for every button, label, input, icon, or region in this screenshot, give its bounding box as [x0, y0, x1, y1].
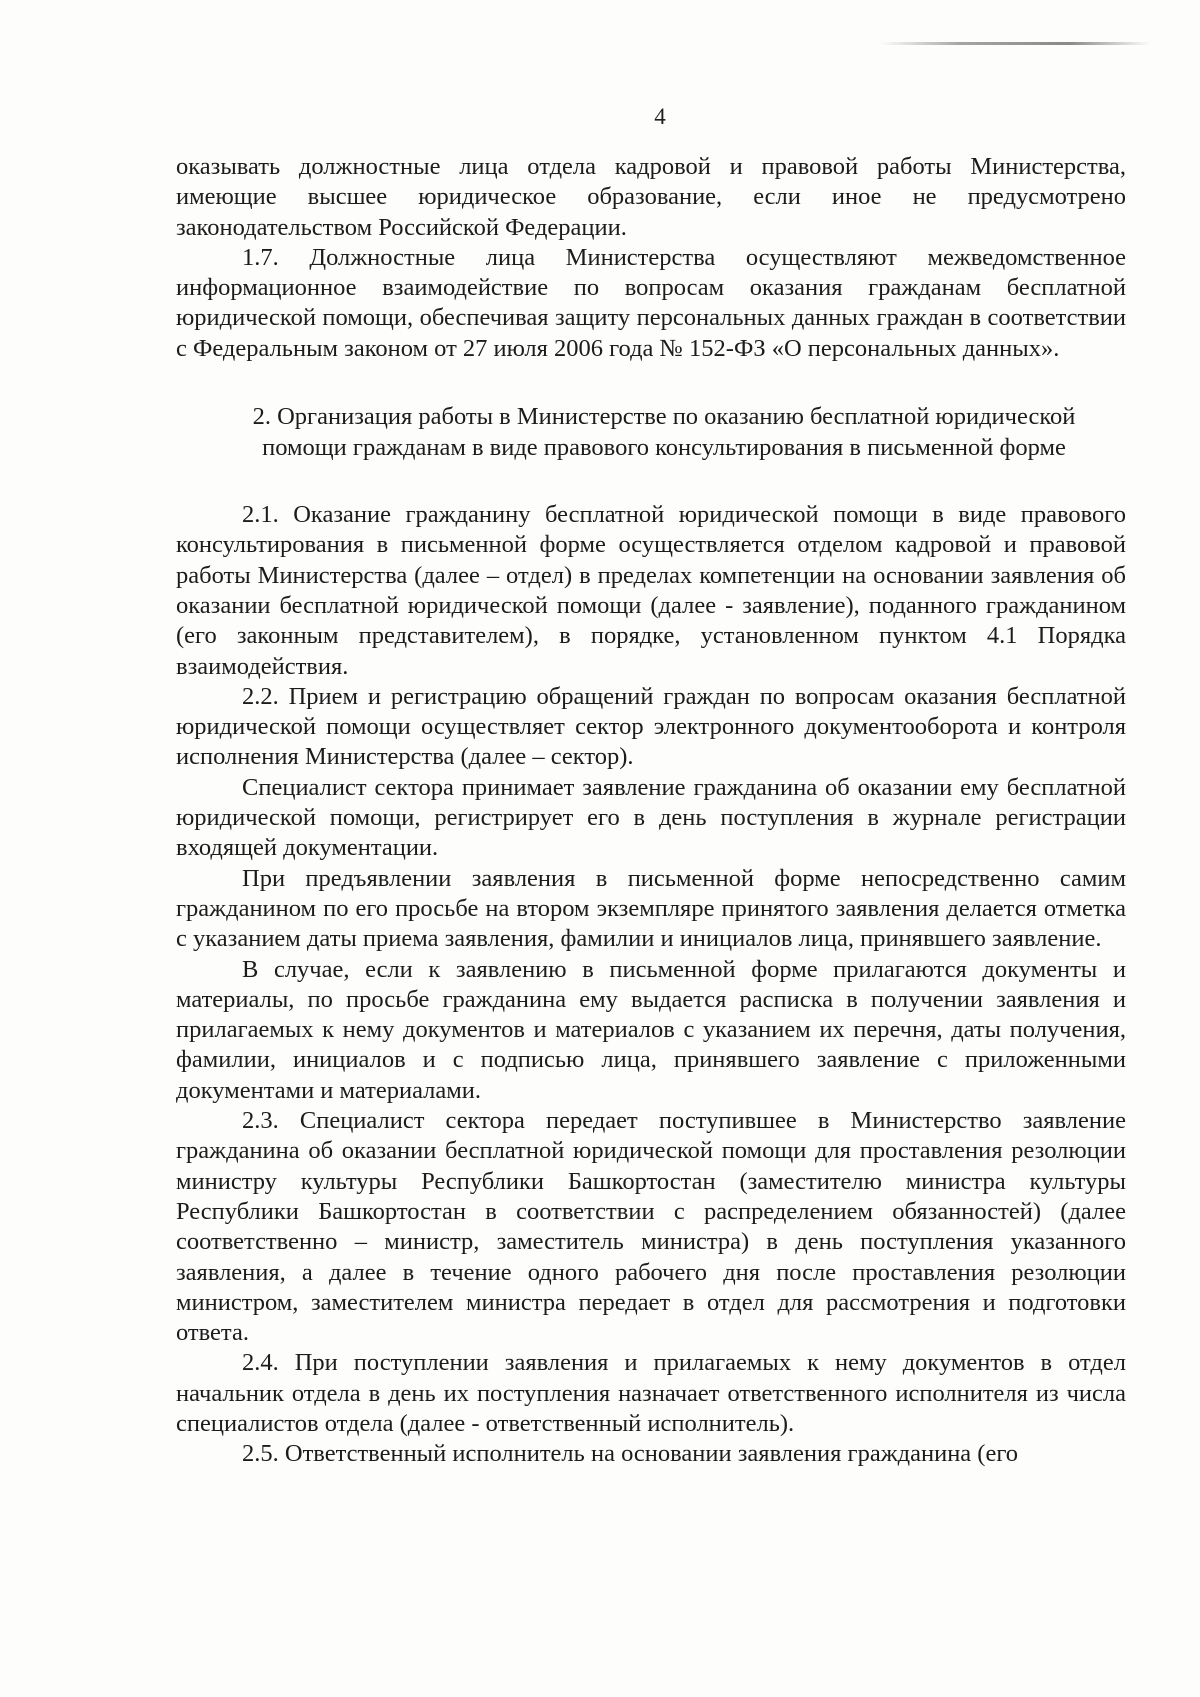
document-body — [176, 152, 1126, 1470]
paragraph-2-5: 2.5. Ответственный исполнитель на основании заявления гражданина (его — [242, 1440, 1019, 1468]
paragraph-receipt: В случае, если к заявлению в письменной форме прилагаются документы и материалы, по просьбе гражданина ему выдается расписка в получении заявления и прилагаемых к нему документов и материалов с указанием их перечня, даты получения, фамилии, инициалов и с подписью лица, принявшего заявление с приложенными документами и материалами. — [176, 955, 1126, 1104]
page-number: 4 — [654, 104, 666, 129]
section-heading: 2. Организация работы в Министерстве по оказанию бесплатной юридической помощи гражданам в виде правового консультирования в письменной форме — [252, 403, 1076, 461]
paragraph-2-2: 2.2. Прием и регистрацию обращений граждан по вопросам оказания бесплатной юридической помощи осуществляет сектор электронного документооборота и контроля исполнения Министерства (далее – сектор). — [176, 682, 1126, 771]
paragraph-2-4: 2.4. При поступлении заявления и прилагаемых к нему документов в отдел начальник отдела в день их поступления назначает ответственного исполнителя из числа специалистов отдела (далее - ответственный исполнитель). — [176, 1349, 1126, 1437]
paragraph-specialist: Специалист сектора принимает заявление гражданина об оказании ему бесплатной юридической помощи, регистрирует его в день поступления в журнале регистрации входящей документации. — [176, 773, 1126, 862]
paragraph-continuation: оказывать должностные лица отдела кадровой и правовой работы Министерства, имеющие высшее юридическое образование, если иное не предусмотрено законодательством Российской Федерации. — [176, 153, 1126, 241]
paragraph-1-7: 1.7. Должностные лица Министерства осуществляют межведомственное информационное взаимодействие по вопросам оказания гражданам бесплатной юридической помощи, обеспечивая защиту персональных данных граждан в соответствии с Федеральным законом от 27 июля 2006 года № 152-ФЗ «О персональных данных». — [176, 243, 1126, 362]
scan-artifact — [880, 42, 1150, 45]
paragraph-2-3: 2.3. Специалист сектора передает поступившее в Министерство заявление гражданина об оказании бесплатной юридической помощи для проставления резолюции министру культуры Республики Башкортостан (заместителю министра культуры Республики Башкортостан в соответствии с распределением обязанностей) (далее соответственно – министр, заместитель министра) в день поступления указанного заявления, а далее в течение одного рабочего дня после проставления резолюции министром, заместителем министра передает в отдел для рассмотрения и подготовки ответа. — [176, 1107, 1126, 1347]
paragraph-submission: При предъявлении заявления в письменной форме непосредственно самим гражданином по его просьбе на втором экземпляре принятого заявления делается отметка с указанием даты приема заявления, фамилии и инициалов лица, принявшего заявление. — [176, 864, 1126, 953]
paragraph-2-1: 2.1. Оказание гражданину бесплатной юридической помощи в виде правового консультирования в письменной форме осуществляется отделом кадровой и правовой работы Министерства (далее – отдел) в пределах компетенции на основании заявления об оказании бесплатной юридической помощи (далее - заявление), поданного гражданином (его законным представителем), в порядке, установленном пунктом 4.1 Порядка взаимодействия. — [176, 501, 1126, 680]
